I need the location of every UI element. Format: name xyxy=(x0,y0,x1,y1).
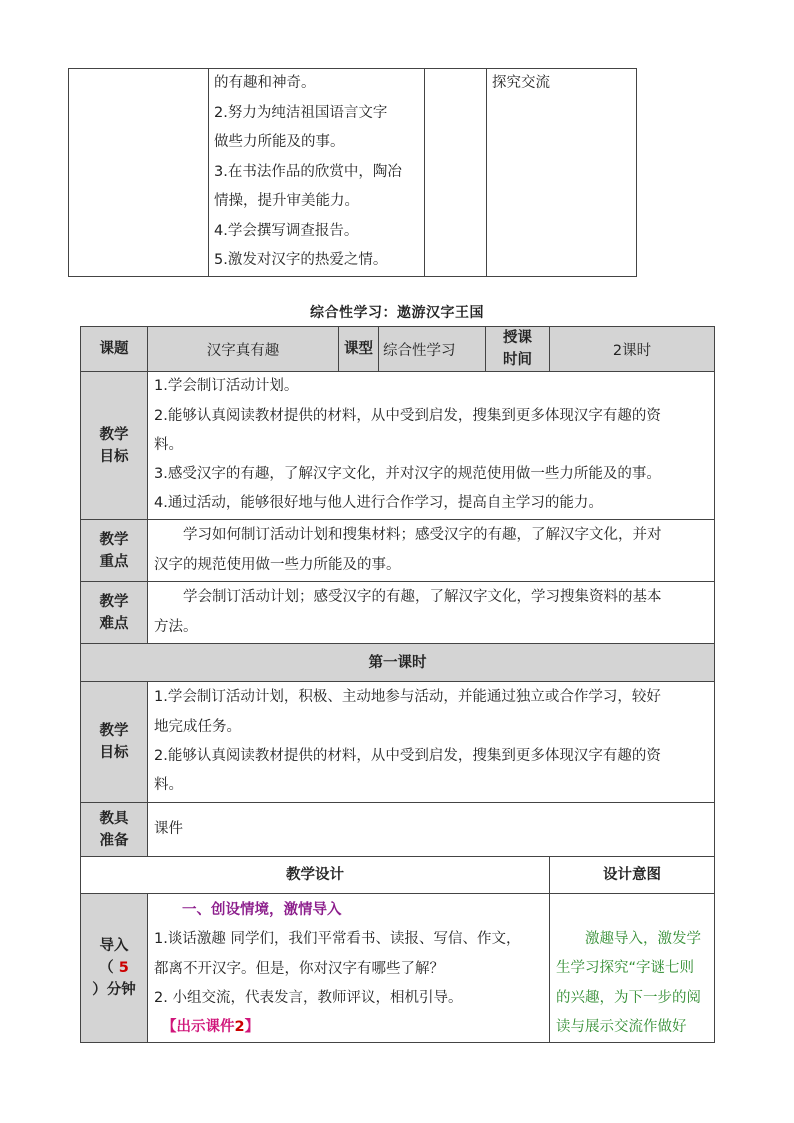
lesson-goals-label xyxy=(81,682,148,803)
objective-line: 的有趣和神奇。 xyxy=(214,75,316,91)
lesson-goal-line: 1.学会制订活动计划，积极、主动地参与活动，并能通过独立或合作学习，较好 xyxy=(154,689,661,706)
difficulty-content xyxy=(148,582,715,644)
courseware-num: 2 xyxy=(234,1019,245,1036)
intro-line: 都离不开汉字。但是，你对汉字有哪些了解？ xyxy=(154,960,444,977)
lesson-goals-row xyxy=(81,682,715,803)
lesson-goal-line: 2.能够认真阅读教材提供的材料，从中受到启发，搜集到更多体现汉字有趣的资 xyxy=(154,748,661,764)
intro-minutes: 5 xyxy=(118,960,129,977)
time-value: 2课时 xyxy=(550,327,715,372)
lesson-goal-line: 料。 xyxy=(154,777,183,794)
goals-label-line: 目标 xyxy=(99,448,129,465)
intro-label-line xyxy=(81,957,147,979)
goal-line: 3.感受汉字的有趣，了解汉字文化，并对汉字的规范使用做一些力所能及的事。 xyxy=(154,466,661,483)
difficulty-label xyxy=(81,582,148,644)
goal-line: 4.通过活动，能够很好地与他人进行合作学习，提高自主学习的能力。 xyxy=(154,495,603,512)
focus-line: 汉字的规范使用做一些力所能及的事。 xyxy=(154,556,401,573)
difficulty-label-line: 教学 xyxy=(99,593,129,610)
lesson-one-title: 第一课时 xyxy=(81,644,715,682)
goals-content xyxy=(148,372,715,520)
intent-header: 设计意图 xyxy=(550,857,715,894)
difficulty-line: 学会制订活动计划；感受汉字的有趣，了解汉字文化，学习搜集资料的基本 xyxy=(183,589,662,606)
time-label-line: 授课 xyxy=(503,330,532,346)
difficulty-line: 方法。 xyxy=(154,618,198,635)
lesson-goals-content xyxy=(148,682,715,803)
courseware-close: 】 xyxy=(244,1019,260,1036)
objective-line: 5.激发对汉字的热爱之情。 xyxy=(214,252,388,268)
intent-line: 激趣导入，激发学 xyxy=(585,931,701,947)
design-header-row xyxy=(81,857,715,894)
focus-label-line: 重点 xyxy=(99,553,129,570)
lesson-goal-line: 地完成任务。 xyxy=(154,718,241,735)
lesson-goals-label-line: 目标 xyxy=(99,745,129,761)
type-value: 综合性学习 xyxy=(379,327,486,372)
section-title: 一、创设情境，激情导入 xyxy=(182,902,342,918)
goals-label-line: 教学 xyxy=(99,426,129,443)
tools-value: 课件 xyxy=(154,820,183,837)
method-text: 探究交流 xyxy=(492,75,550,91)
previous-lesson-table xyxy=(68,68,637,277)
intro-label-line: 导入 xyxy=(99,938,129,955)
method-cell xyxy=(487,69,637,277)
intent-line: 的兴趣，为下一步的阅 xyxy=(556,989,701,1006)
difficulty-row xyxy=(81,582,715,644)
objective-line: 情操，提升审美能力。 xyxy=(214,193,359,209)
time-label-line: 时间 xyxy=(503,352,532,368)
tools-label xyxy=(81,803,148,857)
design-header: 教学设计 xyxy=(81,857,550,894)
topic-label: 课题 xyxy=(81,327,148,372)
lesson-goals-label-line: 教学 xyxy=(99,723,129,739)
type-label: 课型 xyxy=(339,327,379,372)
tools-label-line: 教具 xyxy=(99,810,129,827)
courseware-note xyxy=(148,1013,549,1042)
intent-line: 生学习探究“字谜七则 xyxy=(556,960,695,977)
goal-line: 料。 xyxy=(154,436,183,453)
focus-content xyxy=(148,520,715,582)
courseware-open: 【出示课件 xyxy=(162,1019,235,1036)
lesson-one-row xyxy=(81,644,715,682)
difficulty-label-line: 难点 xyxy=(99,615,129,632)
intent-line: 读与展示交流作做好 xyxy=(556,1018,687,1035)
objective-line: 3.在书法作品的欣赏中，陶冶 xyxy=(214,163,402,180)
focus-label-line: 教学 xyxy=(99,531,129,548)
intro-label xyxy=(81,894,148,1043)
header-row xyxy=(81,327,715,372)
goals-label xyxy=(81,372,148,520)
tools-content xyxy=(148,803,715,857)
intro-label-line: ）分钟 xyxy=(92,982,136,999)
goals-row xyxy=(81,372,715,520)
empty-cell xyxy=(425,69,487,277)
focus-row xyxy=(81,520,715,582)
intro-row xyxy=(81,894,715,1043)
goal-line: 1.学会制订活动计划。 xyxy=(154,378,299,395)
empty-cell xyxy=(69,69,209,277)
paren-open: （ xyxy=(99,960,114,977)
focus-label xyxy=(81,520,148,582)
intro-content xyxy=(148,894,550,1043)
objectives-cell xyxy=(209,69,425,277)
topic-value: 汉字真有趣 xyxy=(148,327,339,372)
objective-line: 4.学会撰写调查报告。 xyxy=(214,222,359,239)
goal-line: 2.能够认真阅读教材提供的材料，从中受到启发，搜集到更多体现汉字有趣的资 xyxy=(154,407,661,424)
tools-row xyxy=(81,803,715,857)
objective-line: 做些力所能及的事。 xyxy=(214,134,345,150)
tools-label-line: 准备 xyxy=(99,832,129,849)
lesson-plan-table xyxy=(80,326,715,1043)
focus-line: 学习如何制订活动计划和搜集材料；感受汉字的有趣，了解汉字文化，并对 xyxy=(183,527,662,544)
objective-line: 2.努力为纯洁祖国语言文字 xyxy=(214,104,388,121)
lesson-caption: 综合性学习：遨游汉字王国 xyxy=(310,305,484,321)
intent-content xyxy=(550,894,715,1043)
intro-line: 2. 小组交流，代表发言，教师评议，相机引导。 xyxy=(154,989,463,1006)
intro-line: 1.谈话激趣 同学们，我们平常看书、读报、写信、作文， xyxy=(154,931,521,948)
time-label xyxy=(486,327,550,372)
